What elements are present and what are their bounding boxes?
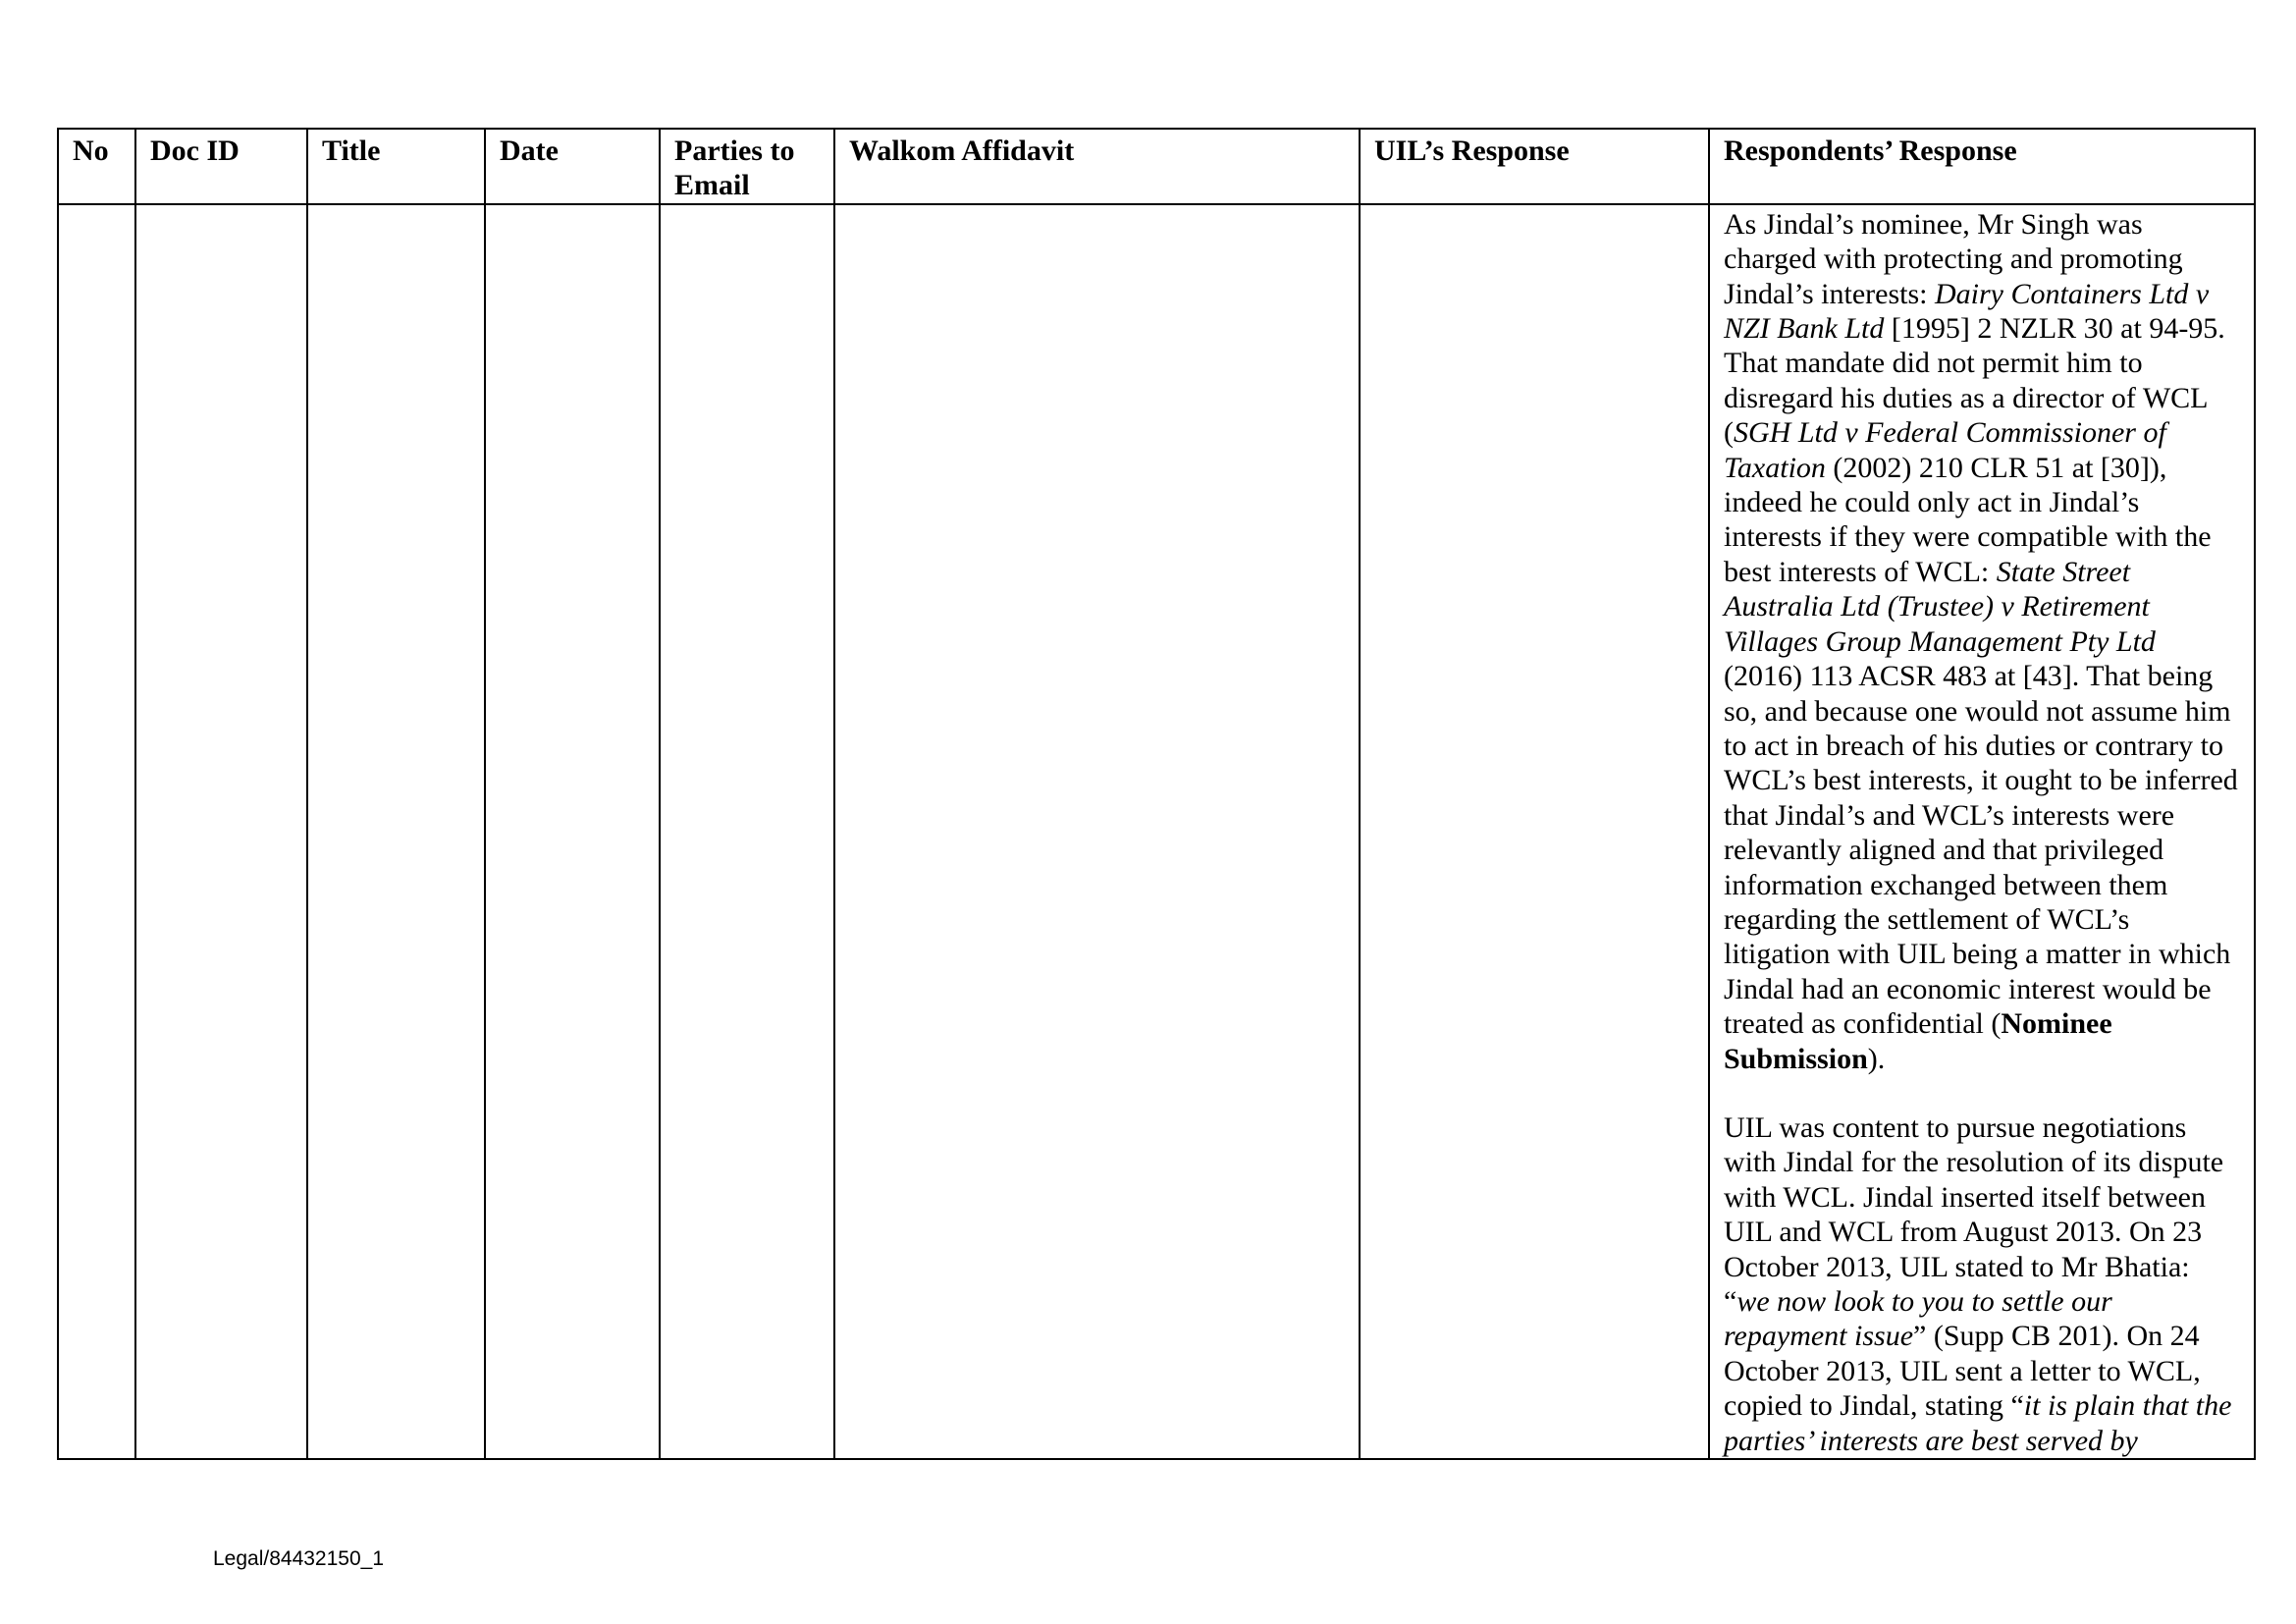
table-header-row <box>58 129 2255 204</box>
paragraph-text-run: UIL was content to pursue negotiations with Jindal for the resolution of its dispute with WCL. Jindal inserted itself between UIL and WCL from August 2013. On 23 October 2013, UIL stated to Mr Bhatia: “ <box>1724 1110 2224 1318</box>
column-header-walkom-affidavit: Walkom Affidavit <box>834 129 1360 204</box>
paragraph-text-run: As Jindal’s nominee, Mr Singh was charged with protecting and promoting Jindal’s interests: <box>1724 207 2183 310</box>
cell-no <box>58 204 135 1459</box>
italic-citation-text: SGH Ltd v Federal Commissioner of Taxation <box>1724 416 2166 484</box>
column-header-uil-response: UIL’s Response <box>1360 129 1709 204</box>
column-header-date: Date <box>485 129 660 204</box>
paragraph-text-run: (2016) 113 ACSR 483 at [43]. That being so, and because one would not assume him to act in breach of his duties or contrary to WCL’s best interests, it ought to be inferred that Jindal’s and WCL’s interests were relevantly aligned and that privileged information exchanged between them regarding the settlement of WCL’s litigation with UIL being a matter in which Jindal had an economic interest would be treated as confidential ( <box>1724 660 2238 1041</box>
footer-document-reference: Legal/84432150_1 <box>213 1547 385 1570</box>
cell-doc-id <box>135 204 307 1459</box>
column-header-title: Title <box>307 129 485 204</box>
italic-citation-text: it is plain that the parties’ interests are best served by <box>1724 1389 2232 1457</box>
cell-walkom-affidavit <box>834 204 1360 1459</box>
cell-date <box>485 204 660 1459</box>
bold-defined-term: Nominee Submission <box>1724 1007 2112 1075</box>
document-table <box>57 128 2256 1460</box>
italic-citation-text: State Street Australia Ltd (Trustee) v Retirement Villages Group Management Pty Ltd <box>1724 555 2156 658</box>
paragraph-text-run: (2002) 210 CLR 51 at [30]), indeed he could only act in Jindal’s interests if they were compatible with the best interests of WCL: <box>1724 451 2212 588</box>
column-header-doc-id: Doc ID <box>135 129 307 204</box>
paragraph-text-run: [1995] 2 NZLR 30 at 94-95. That mandate did not permit him to disregard his duties as a director of WCL ( <box>1724 312 2225 450</box>
cell-uil-response <box>1360 204 1709 1459</box>
cell-respondents-response <box>1709 204 2255 1459</box>
column-header-no: No <box>58 129 135 204</box>
paragraph-text-run: ). <box>1867 1042 1886 1075</box>
respondents-response-paragraph-1 <box>1724 207 2240 1076</box>
cell-parties-to-email <box>660 204 834 1459</box>
column-header-parties-to-email: Parties to Email <box>660 129 834 204</box>
italic-citation-text: we now look to you to settle our repayment issue <box>1724 1285 2112 1353</box>
paragraph-text-run: ” (Supp CB 201). On 24 October 2013, UIL sent a letter to WCL, copied to Jindal, stating “ <box>1724 1320 2201 1423</box>
cell-title <box>307 204 485 1459</box>
paragraph-spacer <box>1724 1076 2240 1110</box>
table-row <box>58 204 2255 1459</box>
respondents-response-paragraph-2 <box>1724 1110 2240 1458</box>
column-header-respondents-response: Respondents’ Response <box>1709 129 2255 204</box>
italic-citation-text: Dairy Containers Ltd v NZI Bank Ltd <box>1724 277 2210 346</box>
